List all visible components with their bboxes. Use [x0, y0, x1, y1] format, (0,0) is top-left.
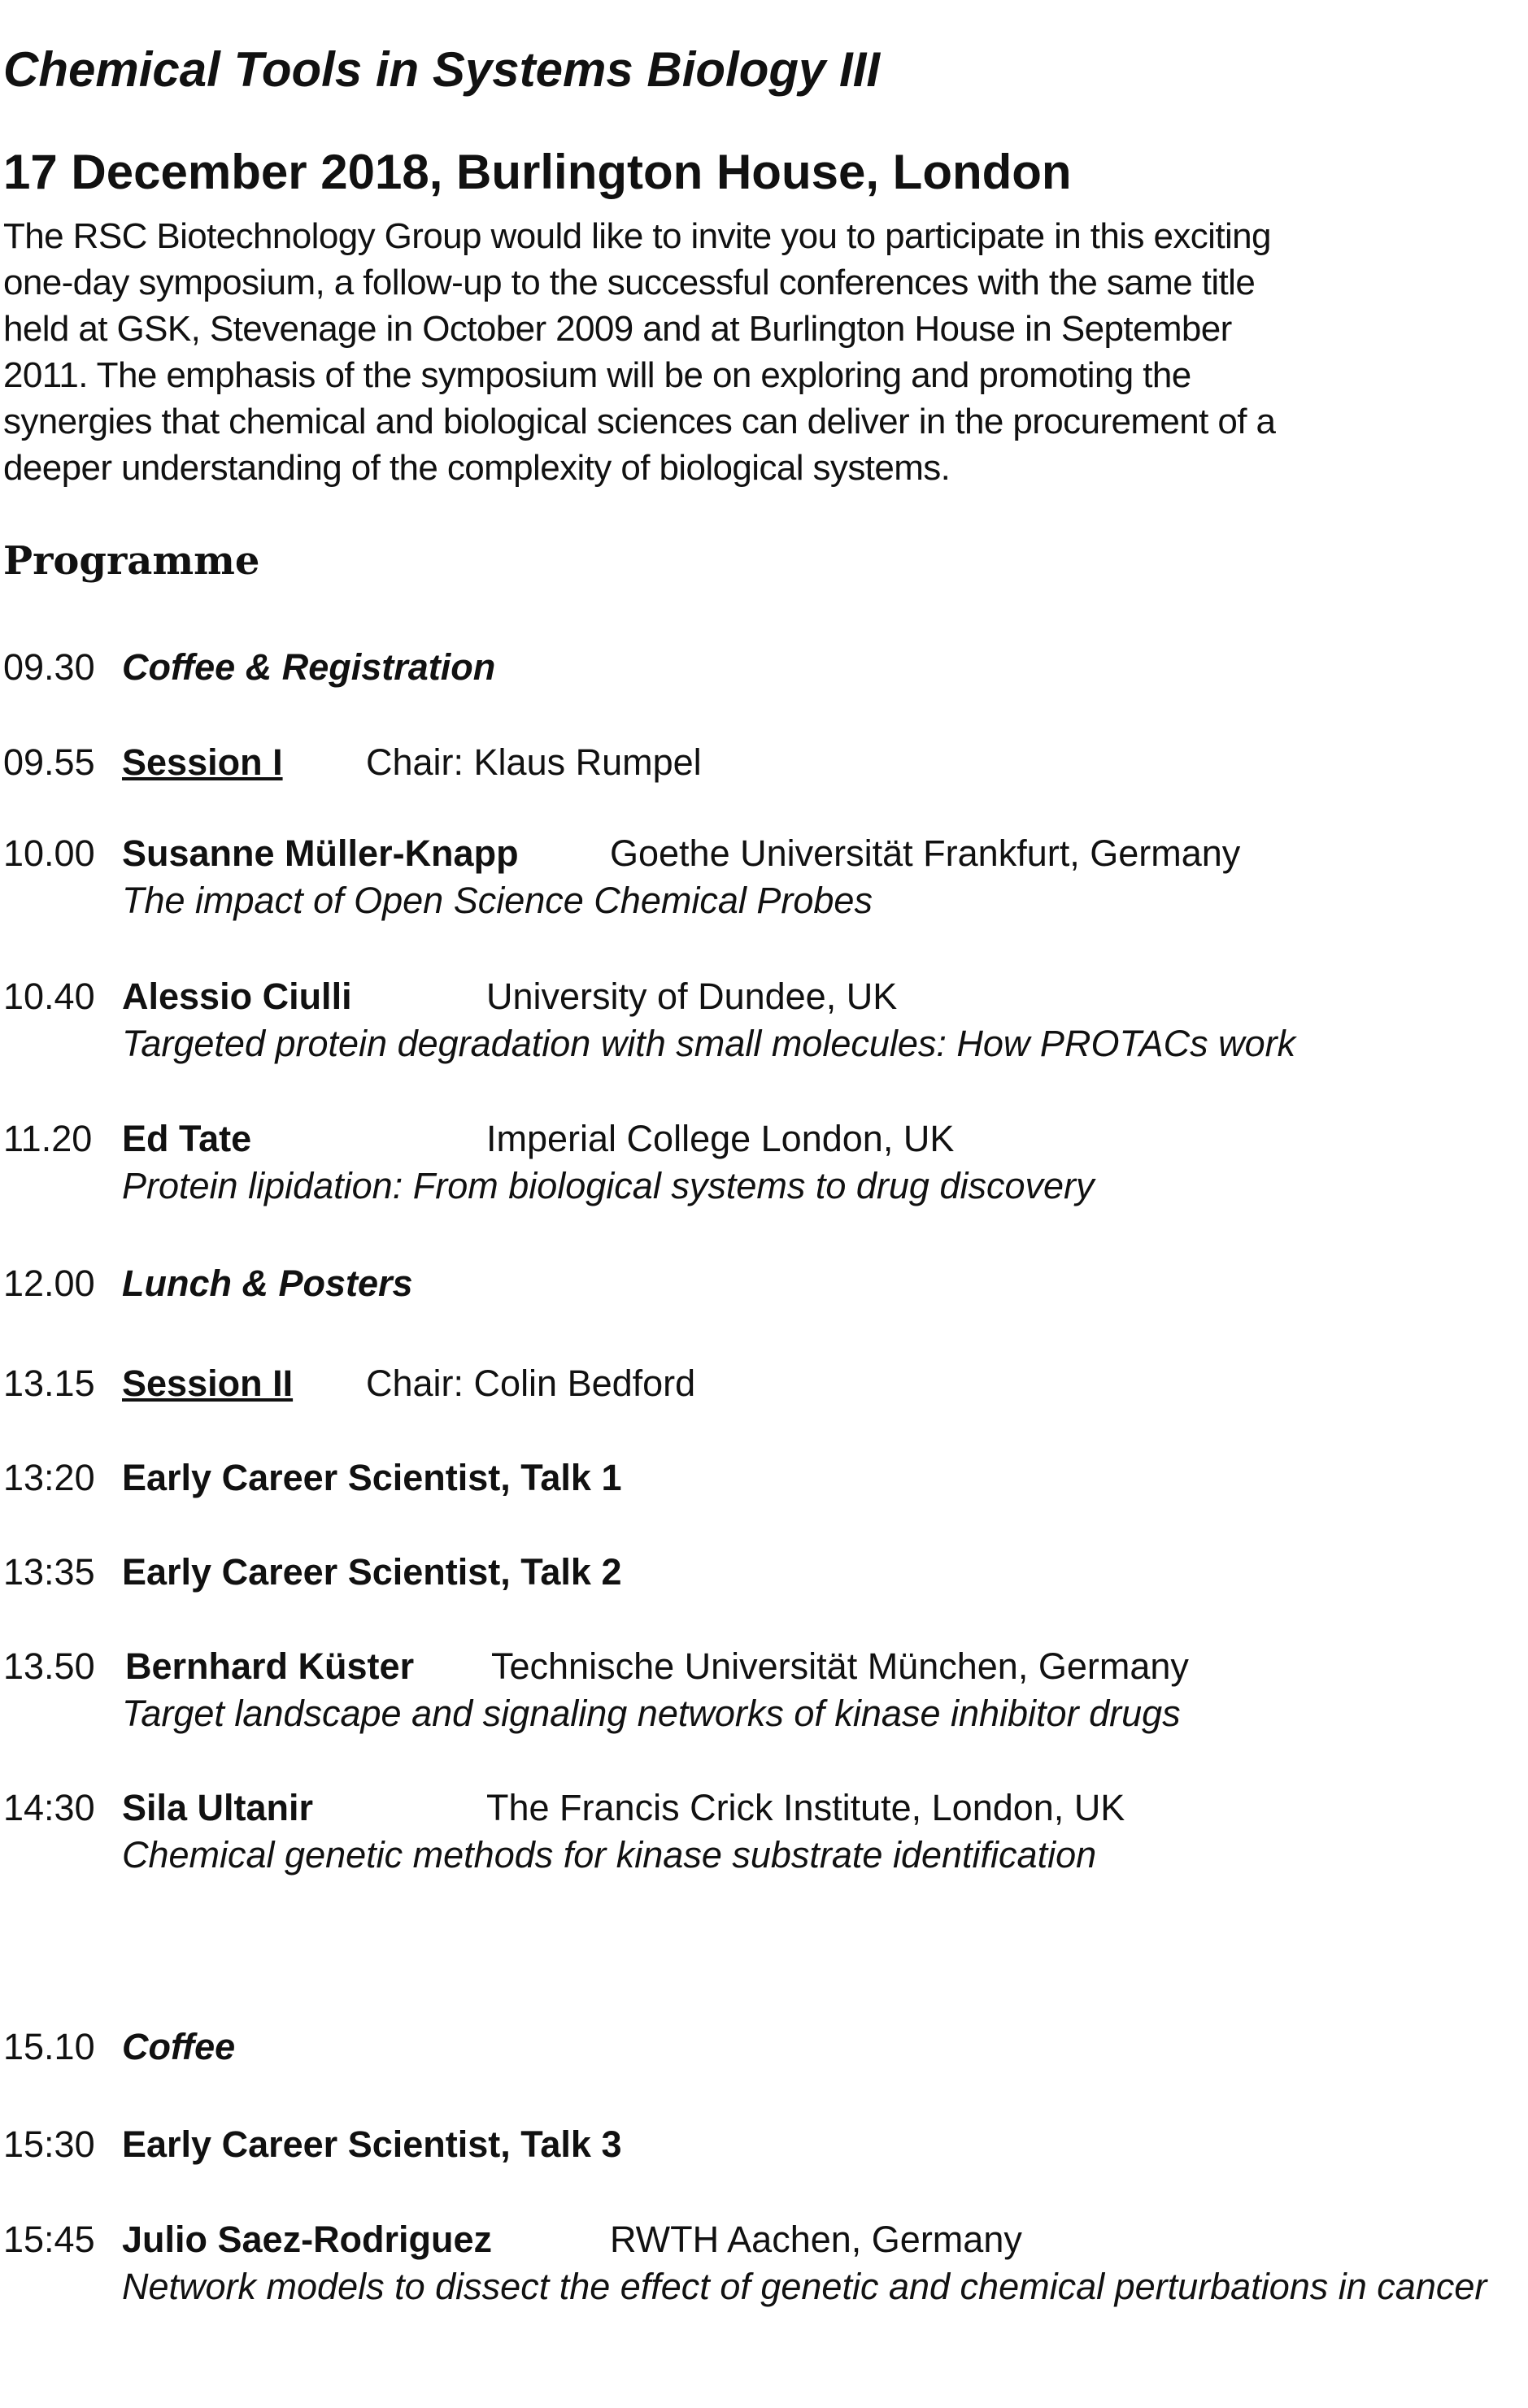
speaker-name: Sila Ultanir — [122, 1787, 314, 1828]
schedule-time: 15:30 — [3, 2123, 95, 2165]
schedule-break-label: Coffee — [122, 2026, 236, 2067]
schedule-time: 09.55 — [3, 741, 95, 783]
speaker-name: Julio Saez-Rodriguez — [122, 2219, 493, 2260]
speaker-name: Alessio Ciulli — [122, 976, 352, 1017]
document-title: Chemical Tools in Systems Biology III — [3, 42, 881, 97]
intro-line: synergies that chemical and biological sciences can deliver in the procurement of a — [3, 402, 1276, 441]
speaker-affiliation: RWTH Aachen, Germany — [610, 2219, 1022, 2260]
speaker-affiliation: University of Dundee, UK — [486, 976, 898, 1017]
speaker-name: Susanne Müller-Knapp — [122, 832, 519, 874]
talk-title: The impact of Open Science Chemical Probes — [122, 880, 873, 921]
talk-title: Network models to dissect the effect of genetic and chemical perturbations in cancer — [122, 2266, 1487, 2307]
schedule-time: 10.40 — [3, 976, 95, 1017]
schedule-time: 10.00 — [3, 832, 95, 874]
speaker-affiliation: Imperial College London, UK — [486, 1118, 955, 1159]
intro-line: one-day symposium, a follow-up to the successful conferences with the same title — [3, 263, 1256, 302]
schedule-time: 13.15 — [3, 1363, 95, 1404]
schedule-break-label: Coffee & Registration — [122, 646, 496, 688]
speaker-affiliation: Goethe Universität Frankfurt, Germany — [610, 832, 1241, 874]
talk-title: Protein lipidation: From biological systems to drug discovery — [122, 1165, 1095, 1206]
schedule-break-label: Lunch & Posters — [122, 1263, 413, 1304]
intro-paragraph — [3, 213, 1524, 491]
session-chair: Chair: Klaus Rumpel — [366, 741, 702, 783]
schedule-time: 11.20 — [3, 1118, 93, 1159]
intro-line: deeper understanding of the complexity of biological systems. — [3, 448, 951, 488]
speaker-affiliation: Technische Universität München, Germany — [491, 1645, 1189, 1687]
schedule-time: 13:35 — [3, 1551, 95, 1593]
talk-title: Target landscape and signaling networks of kinase inhibitor drugs — [122, 1693, 1181, 1734]
schedule-time: 13.50 — [3, 1645, 95, 1687]
talk-title: Targeted protein degradation with small molecules: How PROTACs work — [122, 1023, 1296, 1064]
schedule-time: 09.30 — [3, 646, 95, 688]
schedule-talk-label: Early Career Scientist, Talk 3 — [122, 2123, 622, 2165]
session-label: Session II — [122, 1363, 294, 1404]
schedule-time: 14:30 — [3, 1787, 95, 1828]
session-chair: Chair: Colin Bedford — [366, 1363, 696, 1404]
speaker-name: Bernhard Küster — [125, 1645, 415, 1687]
schedule-talk-label: Early Career Scientist, Talk 1 — [122, 1457, 622, 1498]
intro-line: held at GSK, Stevenage in October 2009 and at Burlington House in September — [3, 309, 1232, 349]
schedule-time: 12.00 — [3, 1263, 95, 1304]
intro-line: 2011. The emphasis of the symposium will be on exploring and promoting the — [3, 355, 1191, 395]
schedule-talk-label: Early Career Scientist, Talk 2 — [122, 1551, 622, 1593]
schedule-time: 15:45 — [3, 2219, 95, 2260]
talk-title: Chemical genetic methods for kinase substrate identification — [122, 1834, 1097, 1876]
intro-line: The RSC Biotechnology Group would like to invite you to participate in this exciting — [3, 216, 1271, 256]
event-date-venue: 17 December 2018, Burlington House, London — [3, 145, 1072, 199]
speaker-name: Ed Tate — [122, 1118, 252, 1159]
schedule-time: 13:20 — [3, 1457, 95, 1498]
speaker-affiliation: The Francis Crick Institute, London, UK — [486, 1787, 1125, 1828]
schedule-time: 15.10 — [3, 2026, 95, 2067]
session-label: Session I — [122, 741, 283, 783]
programme-heading: Programme — [3, 538, 260, 584]
